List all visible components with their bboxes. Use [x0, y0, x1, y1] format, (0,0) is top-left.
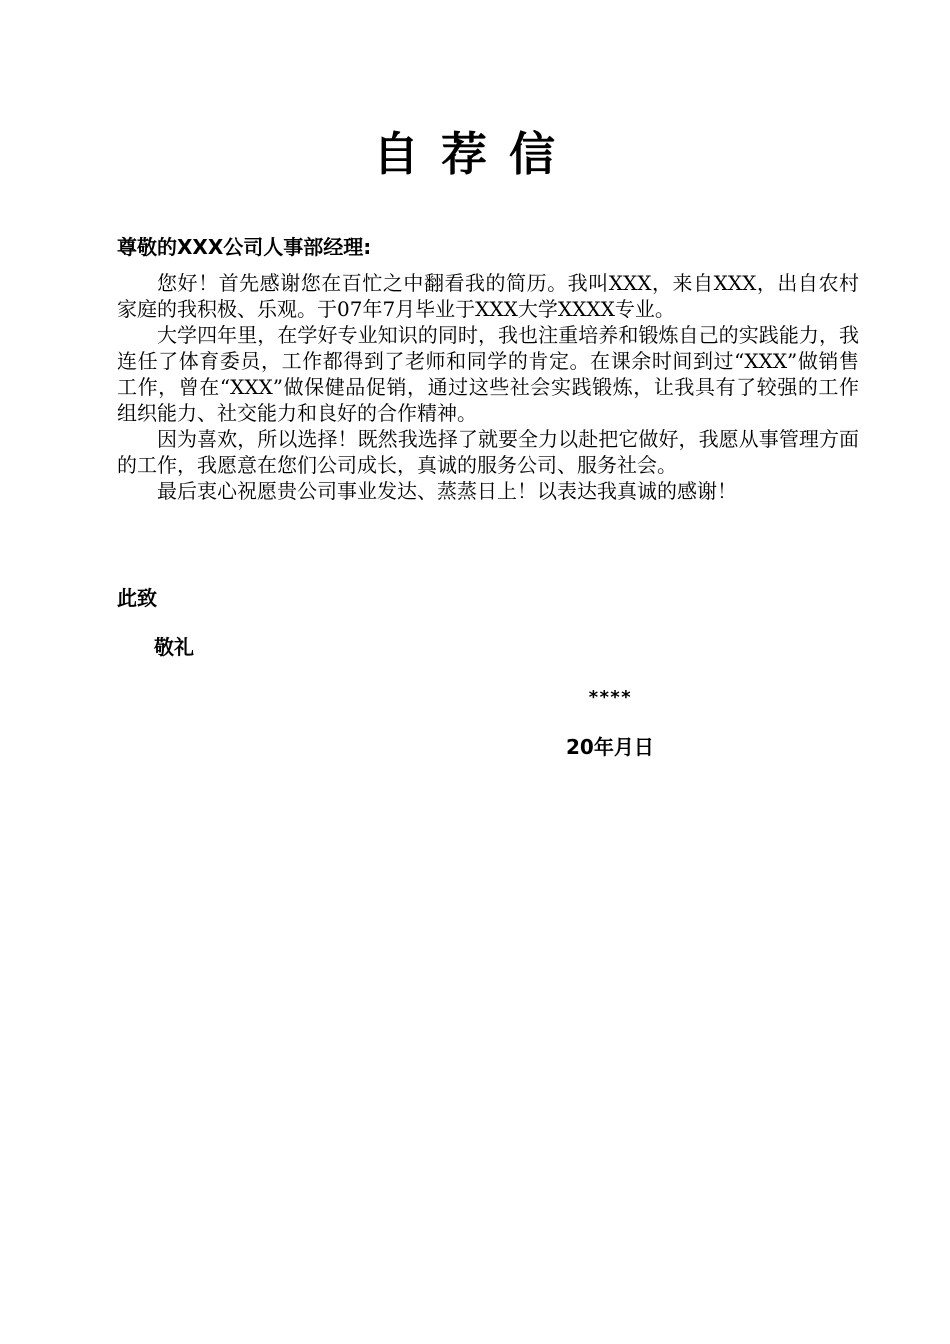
- paragraph-intro: 您好！首先感谢您在百忙之中翻看我的简历。我叫XXX，来自XXX，出自农村家庭的我积极、乐观。于07年7月毕业于XXX大学XXXX专业。: [117, 271, 859, 321]
- date: 20年月日: [566, 735, 654, 759]
- paragraph-motivation: 因为喜欢，所以选择！既然我选择了就要全力以赴把它做好，我愿从事管理方面的工作，我愿意在您们公司成长，真诚的服务公司、服务社会。: [117, 427, 859, 477]
- closing-line-1: 此致: [117, 586, 157, 610]
- paragraph-university: 大学四年里，在学好专业知识的同时，我也注重培养和锻炼自己的实践能力，我连任了体育委员，工作都得到了老师和同学的肯定。在课余时间到过“XXX”做销售工作，曾在“XXX”做保健品促销，通过这些社会实践锻炼，让我具有了较强的工作组织能力、社交能力和良好的合作精神。: [117, 323, 859, 425]
- letter-body: [117, 270, 859, 504]
- closing-line-2: 敬礼: [154, 635, 194, 659]
- paragraph-closing-wish: 最后衷心祝愿贵公司事业发达、蒸蒸日上！以表达我真诚的感谢！: [157, 479, 737, 503]
- letter-title: 自荐信: [373, 127, 577, 181]
- salutation: 尊敬的XXX公司人事部经理:: [117, 235, 372, 259]
- signature: ****: [588, 687, 632, 708]
